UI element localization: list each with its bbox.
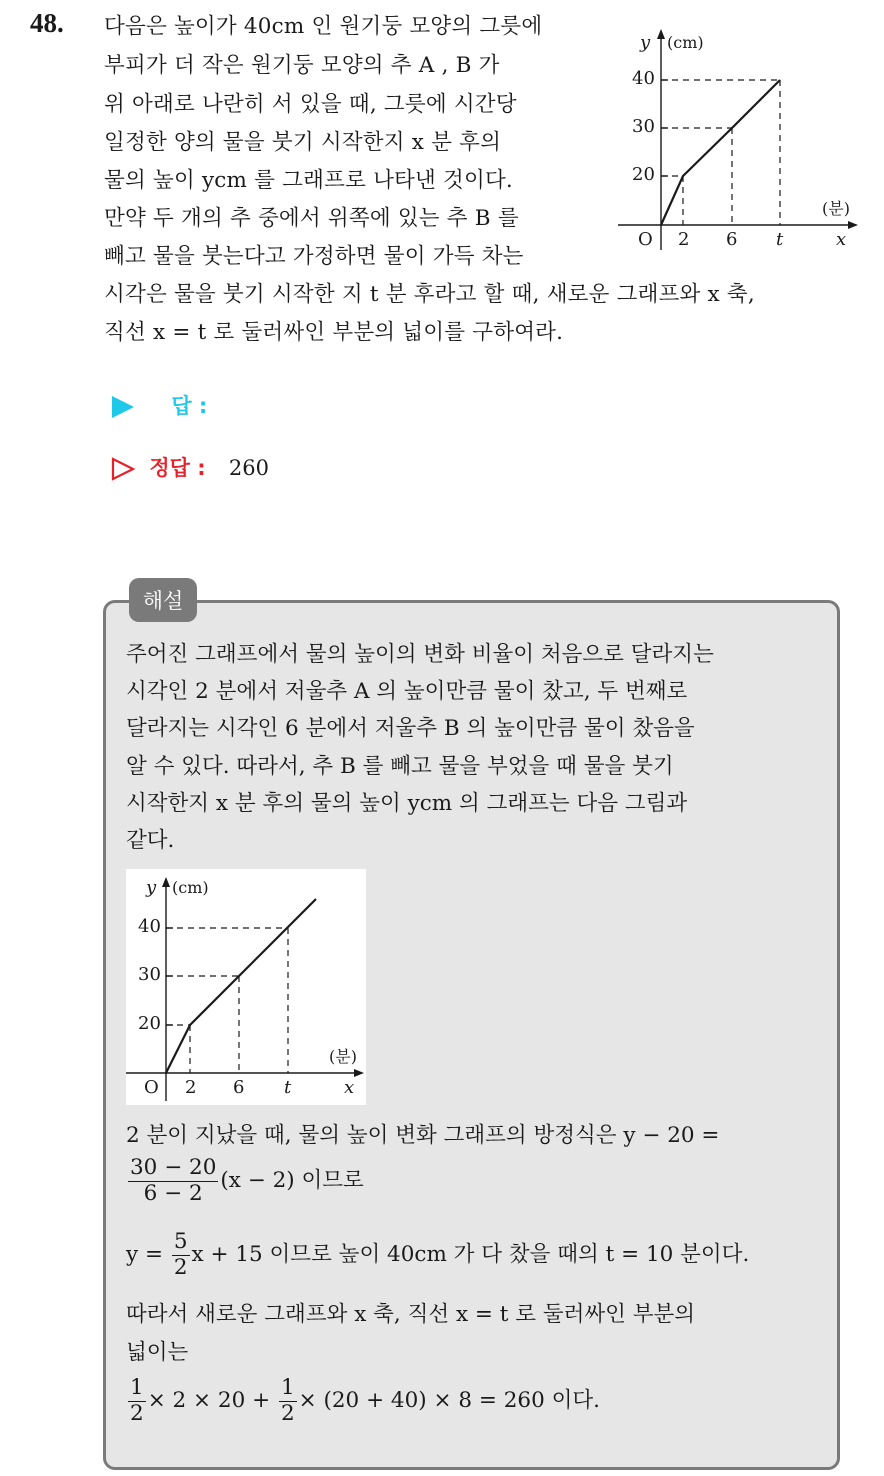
y-unit: (cm) — [667, 33, 704, 52]
x-tick-2: 2 — [185, 1077, 197, 1098]
x-axis-arrow — [848, 221, 858, 229]
answer-row — [110, 390, 207, 420]
problem-line-4: 일정한 양의 물을 붓기 시작한지 x 분 후의 — [104, 130, 502, 155]
correct-answer-value: 260 — [228, 456, 269, 480]
explanation-line-3: 달라지는 시각인 6 분에서 저울추 B 의 높이만큼 물이 찼음을 — [126, 716, 695, 741]
slope-fraction: $\frac{30 - 20}{6 - 2}$ — [130, 1155, 217, 1206]
y-tick-30: 30 — [138, 964, 161, 985]
problem-graph — [618, 20, 868, 252]
x-tick-t: t — [776, 229, 784, 250]
y-unit: (cm) — [172, 878, 209, 897]
water-height-line — [661, 80, 780, 225]
explanation-line-1: 주어진 그래프에서 물의 높이의 변화 비율이 처음으로 달라지는 — [126, 642, 714, 667]
play-outline-icon — [110, 456, 136, 482]
correct-answer-label: 정답 : — [149, 456, 206, 480]
problem-line-7: 빼고 물을 붓는다고 가정하면 물이 가득 차는 — [104, 244, 524, 269]
explanation-tag: 해설 — [129, 578, 197, 622]
x-unit: (분) — [822, 199, 850, 218]
x-tick-2: 2 — [678, 229, 690, 250]
x-label: x — [836, 229, 847, 250]
y-label: y — [640, 32, 651, 53]
solution-graph — [126, 869, 366, 1105]
explanation-line-5: 시작한지 x 분 후의 물의 높이 ycm 의 그래프는 다음 그림과 — [126, 791, 688, 816]
explanation-line-area-2: 넓이는 — [126, 1340, 189, 1365]
y-tick-40: 40 — [632, 68, 655, 89]
answer-label: 답 : — [171, 394, 208, 418]
question-number: 48. — [30, 8, 64, 38]
y-axis-arrow — [657, 29, 665, 39]
equation-line-1: 2 분이 지났을 때, 물의 높이 변화 그래프의 방정식은 y − 20 = — [126, 1123, 720, 1148]
x-label: x — [344, 1077, 355, 1098]
explanation-line-6: 같다. — [126, 828, 175, 853]
problem-line-6: 만약 두 개의 추 중에서 위쪽에 있는 추 B 를 — [104, 206, 519, 231]
y-tick-40: 40 — [138, 916, 161, 937]
explanation-line-4: 알 수 있다. 따라서, 추 B 를 빼고 물을 부었을 때 물을 붓기 — [126, 754, 674, 779]
explanation-line-2: 시각인 2 분에서 저울추 A 의 높이만큼 물이 찼고, 두 번째로 — [126, 679, 688, 704]
problem-line-1: 다음은 높이가 40cm 인 원기둥 모양의 그릇에 — [104, 14, 543, 39]
x-unit: (분) — [329, 1047, 357, 1066]
problem-line-3: 위 아래로 나란히 서 있을 때, 그릇에 시간당 — [104, 92, 517, 117]
problem-line-5: 물의 높이 ycm 를 그래프로 나타낸 것이다. — [104, 168, 513, 193]
explanation-line-area-1: 따라서 새로운 그래프와 x 축, 직선 x = t 로 둘러싸인 부분의 — [126, 1302, 696, 1327]
correct-answer-row — [110, 452, 269, 482]
x-tick-6: 6 — [233, 1077, 245, 1098]
area-equation: $\frac{1}{2}$ × 2 × 20 + $\frac{1}{2}$ × (20 + 40) × 8 = 260 이다. — [130, 1375, 600, 1426]
x-tick-6: 6 — [726, 229, 738, 250]
equation-line-3: y = $\frac{5}{2}$ x + 15 이므로 높이 40cm 가 다 찼을 때의 t = 10 분이다. — [126, 1229, 750, 1280]
origin-label: O — [144, 1077, 159, 1098]
new-water-height-line — [166, 899, 316, 1073]
origin-label: O — [638, 229, 653, 250]
y-tick-20: 20 — [138, 1013, 161, 1034]
y-label: y — [146, 877, 157, 898]
five-halves-fraction: $\frac{5}{2}$ — [173, 1229, 188, 1280]
problem-line-9: 직선 x = t 로 둘러싸인 부분의 넓이를 구하여라. — [104, 320, 564, 345]
y-tick-20: 20 — [632, 164, 655, 185]
y-tick-30: 30 — [632, 116, 655, 137]
problem-line-2: 부피가 더 작은 원기둥 모양의 추 A , B 가 — [104, 53, 500, 78]
problem-line-8: 시각은 물을 붓기 시작한 지 t 분 후라고 할 때, 새로운 그래프와 x 축, — [104, 282, 755, 307]
play-filled-icon — [110, 394, 136, 420]
equation-line-2: $\frac{30 - 20}{6 - 2}$ (x − 2) 이므로 — [130, 1155, 364, 1206]
x-tick-t: t — [284, 1077, 292, 1098]
